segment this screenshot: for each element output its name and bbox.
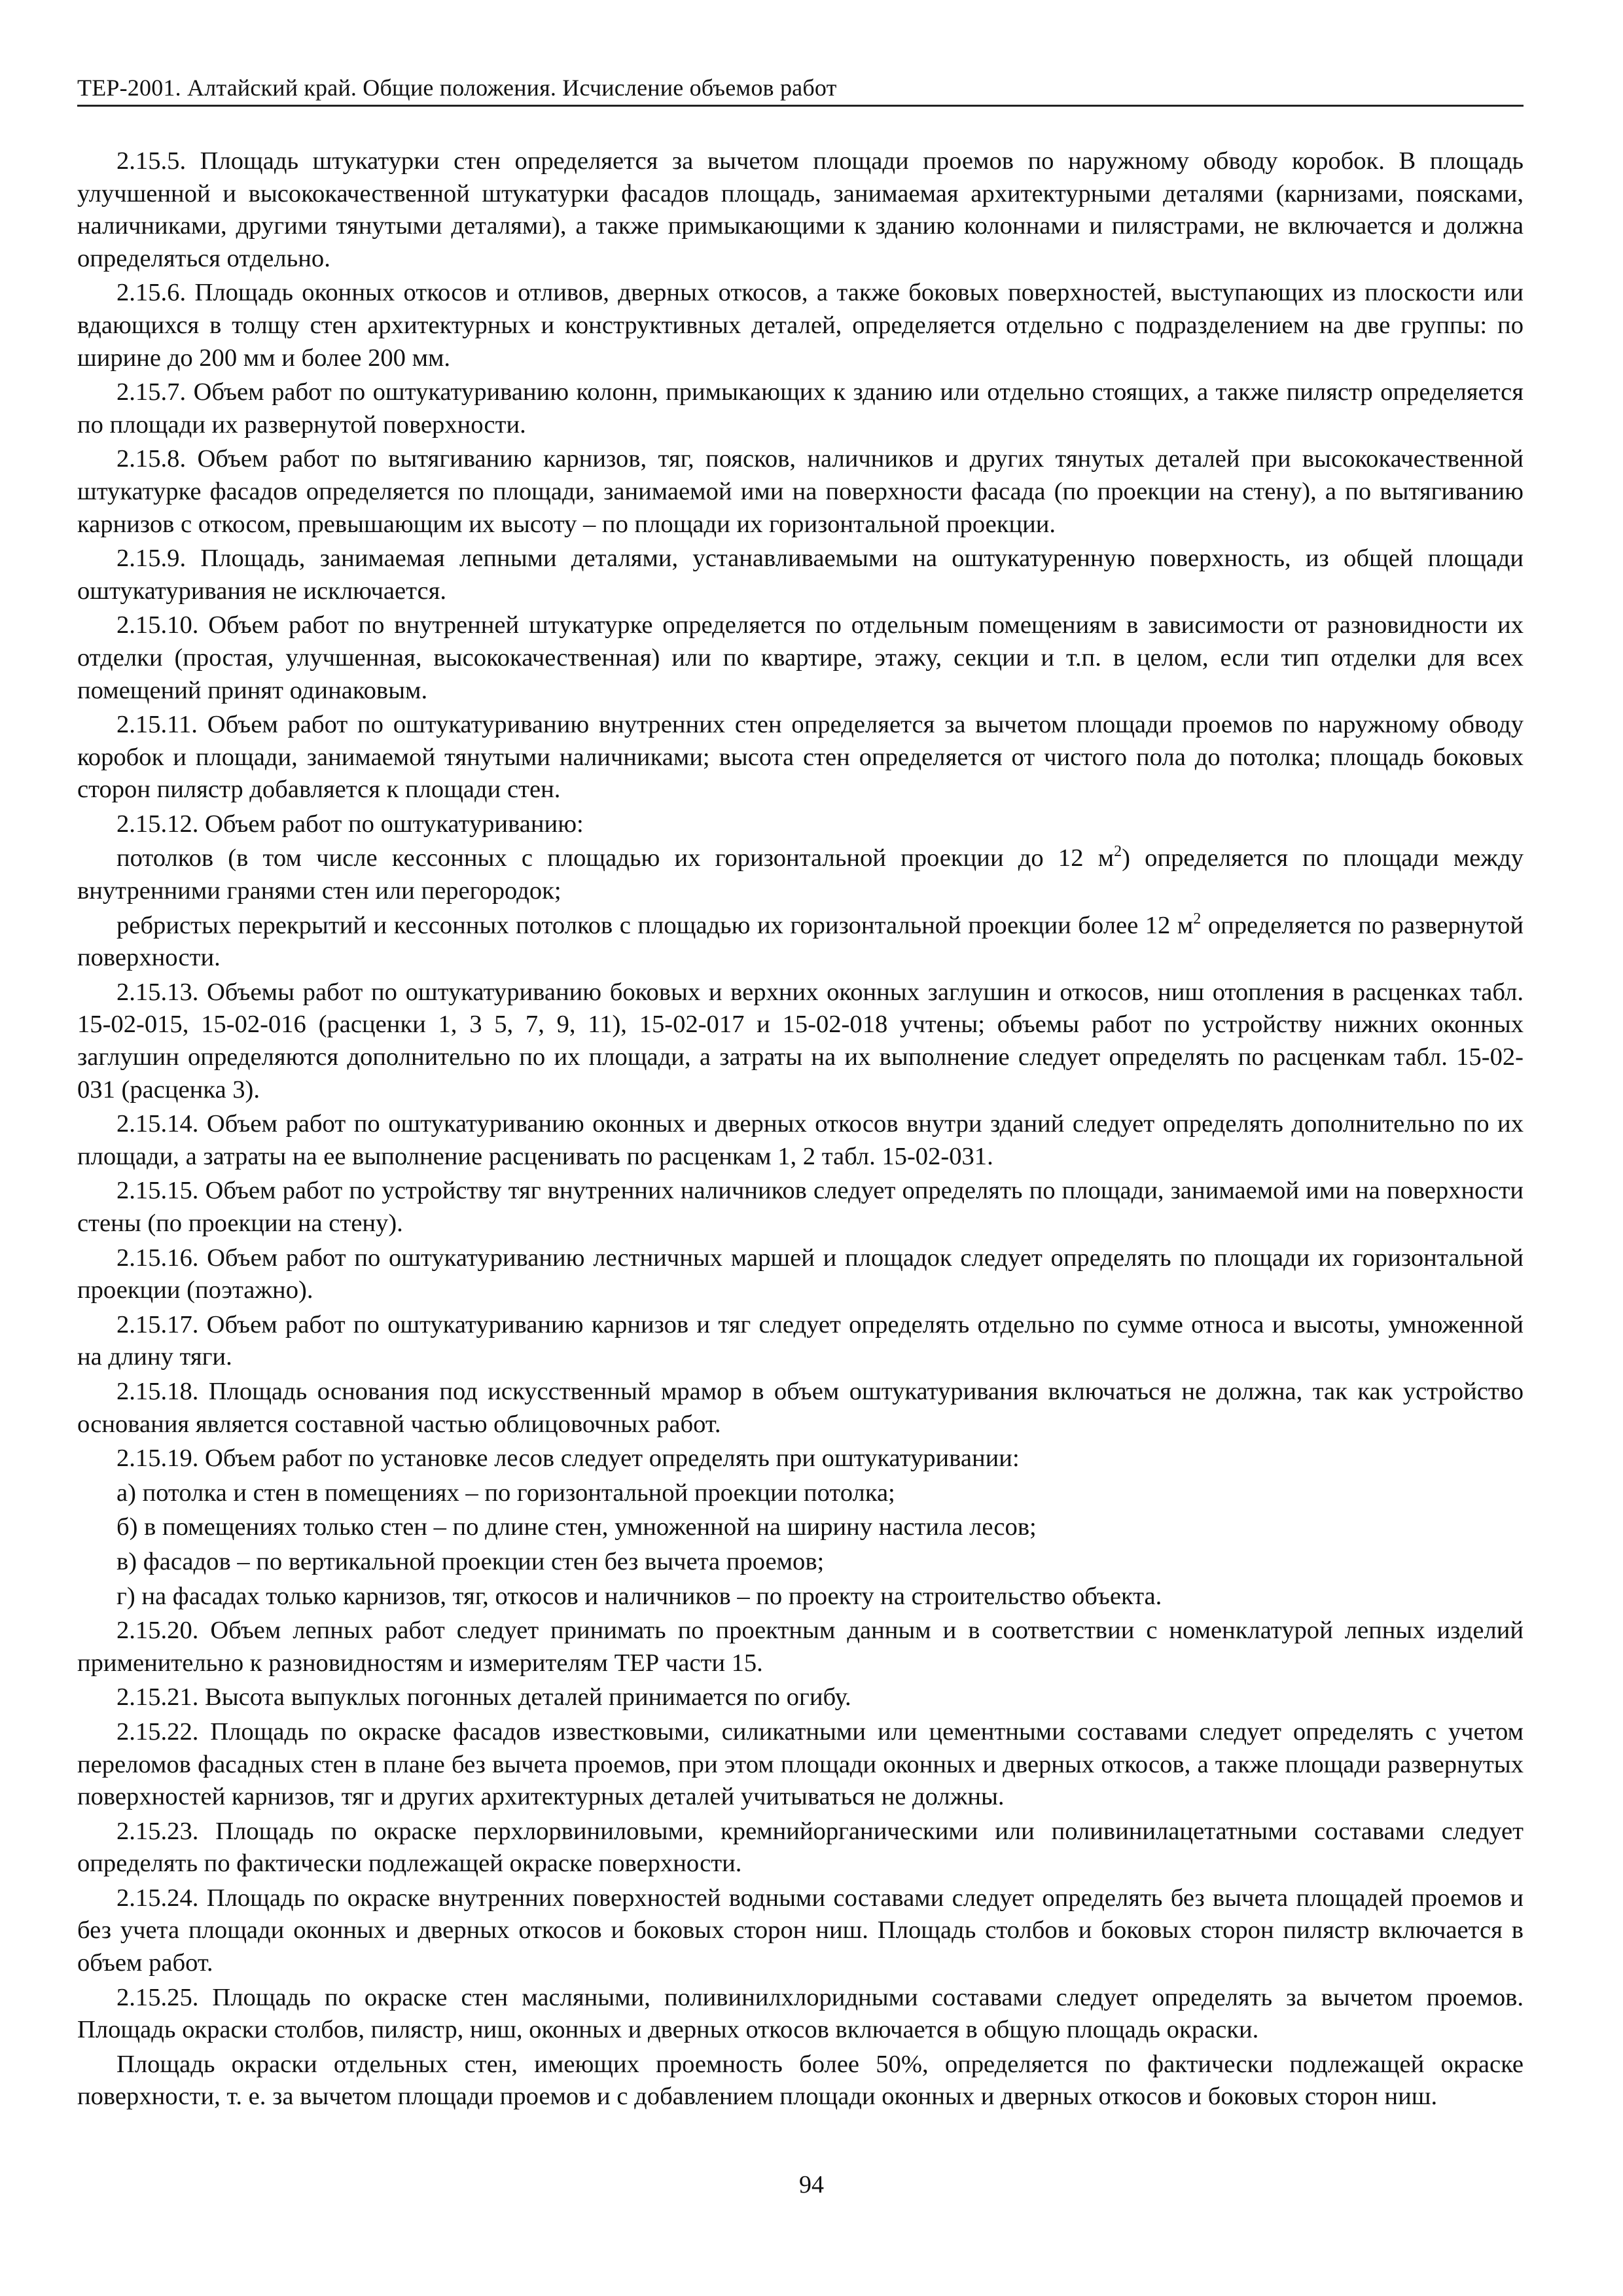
ribbed-text-before: ребристых перекрытий и кессонных потолков с площадью их горизонтальной проекции более 12 м — [116, 911, 1194, 939]
paragraph-2-15-16: 2.15.16. Объем работ по оштукатуриванию лестничных маршей и площадок следует определять по площади их горизонтальной проекции (поэтажно). — [77, 1244, 1524, 1304]
paragraph-2-15-11: 2.15.11. Объем работ по оштукатуриванию внутренних стен определяется за вычетом площади проемов по наружному обводу коробок и площади, занимаемой тянутыми наличниками; высота стен определяется от чистого пола до потолка; площадь боковых сторон пилястр добавляется к площади стен. — [77, 711, 1524, 804]
paragraph-2-15-6: 2.15.6. Площадь оконных откосов и отливов, дверных откосов, а также боковых поверхностей, выступающих из плоскости или вдающихся в толщу стен архитектурных и конструктивных деталей, определяется отдельно с подразделением на две группы: по ширине до 200 мм и более 200 мм. — [77, 279, 1524, 372]
paragraph-2-15-9: 2.15.9. Площадь, занимаемая лепными деталями, устанавливаемыми на оштукатуренную поверхность, из общей площади оштукатуривания не исключается. — [77, 545, 1524, 605]
paragraph-2-15-22: 2.15.22. Площадь по окраске фасадов известковыми, силикатными или цементными составами следует определять с учетом переломов фасадных стен в плане без вычета проемов, при этом площади оконных и дверных откосов, а также площади развернутых поверхностей карнизов, тяг и других архитектурных деталей учитываться не должны. — [77, 1717, 1524, 1811]
paragraph-2-15-5: 2.15.5. Площадь штукатурки стен определяется за вычетом площади проемов по наружному обводу коробок. В площадь улучшенной и высококачественной штукатурки фасадов площадь, занимаемая архитектурными деталями (карнизами, поясками, наличниками, другими тянутыми деталями), а также примыкающими к зданию колоннами и пилястрами, не включается и должна определяться отдельно. — [77, 147, 1524, 272]
paragraph-2-15-8: 2.15.8. Объем работ по вытягиванию карнизов, тяг, поясков, наличников и других тянутых деталей при высококачественной штукатурке фасадов определяется по площади, занимаемой ими на поверхности фасада (по проекции на стену), а по вытягиванию карнизов с откосом, превышающим их высоту – по площади их горизонтальной проекции. — [77, 445, 1524, 538]
list-item-g: г) на фасадах только карнизов, тяг, откосов и наличников – по проекту на строительство объекта. — [116, 1582, 1162, 1610]
ribbed-text-after: определяется по развернутой поверхности. — [77, 911, 1524, 972]
paragraph-ceilings — [77, 842, 1524, 907]
ceilings-superscript: 2 — [1114, 843, 1122, 861]
paragraph-2-15-13: 2.15.13. Объемы работ по оштукатуриванию боковых и верхних оконных заглушин и откосов, ниш отопления в расценках табл. 15-02-015, 15-02-016 (расценки 1, 3 5, 7, 9, 11), 15-02-017 и 15-02-018 учтены; объемы работ по устройству нижних оконных заглушин определяются дополнительно по их площади, а затраты на их выполнение следует определять по расценкам табл. 15-02-031 (расценка 3). — [77, 978, 1524, 1103]
paragraph-2-15-25: 2.15.25. Площадь по окраске стен масляными, поливинилхлоридными составами следует определять за вычетом проемов. Площадь окраски столбов, пилястр, ниш, оконных и дверных откосов включается в общую площадь окраски. — [77, 1983, 1524, 2044]
paragraph-2-15-23: 2.15.23. Площадь по окраске перхлорвиниловыми, кремнийорганическими или поливинилацетатными составами следует определять по фактически подлежащей окраске поверхности. — [77, 1817, 1524, 1878]
paragraph-2-15-15: 2.15.15. Объем работ по устройству тяг внутренних наличников следует определять по площади, занимаемой ими на поверхности стены (по проекции на стену). — [77, 1177, 1524, 1237]
paragraph-2-15-17: 2.15.17. Объем работ по оштукатуриванию карнизов и тяг следует определять отдельно по сумме относа и высоты, умноженной на длину тяги. — [77, 1310, 1524, 1371]
list-item-b: б) в помещениях только стен – по длине стен, умноженной на ширину настила лесов; — [116, 1513, 1037, 1541]
paragraph-ribbed — [77, 910, 1524, 975]
paragraph-final: Площадь окраски отдельных стен, имеющих проемность более 50%, определяется по фактически подлежащей окраске поверхности, т. е. за вычетом площади проемов и с добавлением площади оконных и дверных откосов и боковых сторон ниш. — [77, 2050, 1524, 2111]
paragraph-2-15-24: 2.15.24. Площадь по окраске внутренних поверхностей водными составами следует определять без вычета площадей проемов и без учета площади оконных и дверных откосов и боковых сторон ниш. Площадь столбов и боковых сторон пилястр включается в объем работ. — [77, 1884, 1524, 1977]
ceilings-text-before: потолков (в том числе кессонных с площадью их горизонтальной проекции до 12 м — [116, 844, 1115, 872]
paragraph-2-15-19: 2.15.19. Объем работ по установке лесов следует определять при оштукатуривании: — [116, 1444, 1020, 1473]
paragraph-2-15-18: 2.15.18. Площадь основания под искусственный мрамор в объем оштукатуривания включаться не должна, так как устройство основания является составной частью облицовочных работ. — [77, 1377, 1524, 1438]
body-text — [77, 145, 1524, 2115]
ceilings-text-after: ) определяется по площади между внутренними гранями стен или перегородок; — [77, 844, 1524, 905]
header-rule — [77, 105, 1524, 107]
paragraph-2-15-20: 2.15.20. Объем лепных работ следует принимать по проектным данным и в соответствии с номенклатурой лепных изделий применительно к разновидностям и измерителям ТЕР части 15. — [77, 1617, 1524, 1677]
list-item-v: в) фасадов – по вертикальной проекции стен без вычета проемов; — [116, 1547, 825, 1575]
page-number: 94 — [799, 2171, 824, 2198]
paragraph-2-15-12: 2.15.12. Объем работ по оштукатуриванию: — [116, 810, 584, 838]
running-header: ТЕР-2001. Алтайский край. Общие положения. Исчисление объемов работ — [77, 75, 837, 101]
ribbed-superscript: 2 — [1193, 910, 1202, 927]
paragraph-2-15-21: 2.15.21. Высота выпуклых погонных деталей принимается по огибу. — [116, 1683, 851, 1712]
paragraph-2-15-10: 2.15.10. Объем работ по внутренней штукатурке определяется по отдельным помещениям в зависимости от разновидности их отделки (простая, улучшенная, высококачественная) или по квартире, этажу, секции и т.п. в целом, если тип отделки для всех помещений принят одинаковым. — [77, 611, 1524, 704]
paragraph-2-15-14: 2.15.14. Объем работ по оштукатуриванию оконных и дверных откосов внутри зданий следует определять дополнительно по их площади, а затраты на ее выполнение расценивать по расценкам 1, 2 табл. 15-02-031. — [77, 1110, 1524, 1170]
list-item-a: а) потолка и стен в помещениях – по горизонтальной проекции потолка; — [116, 1479, 895, 1507]
paragraph-2-15-7: 2.15.7. Объем работ по оштукатуриванию колонн, примыкающих к зданию или отдельно стоящих, а также пилястр определяется по площади их развернутой поверхности. — [77, 378, 1524, 439]
